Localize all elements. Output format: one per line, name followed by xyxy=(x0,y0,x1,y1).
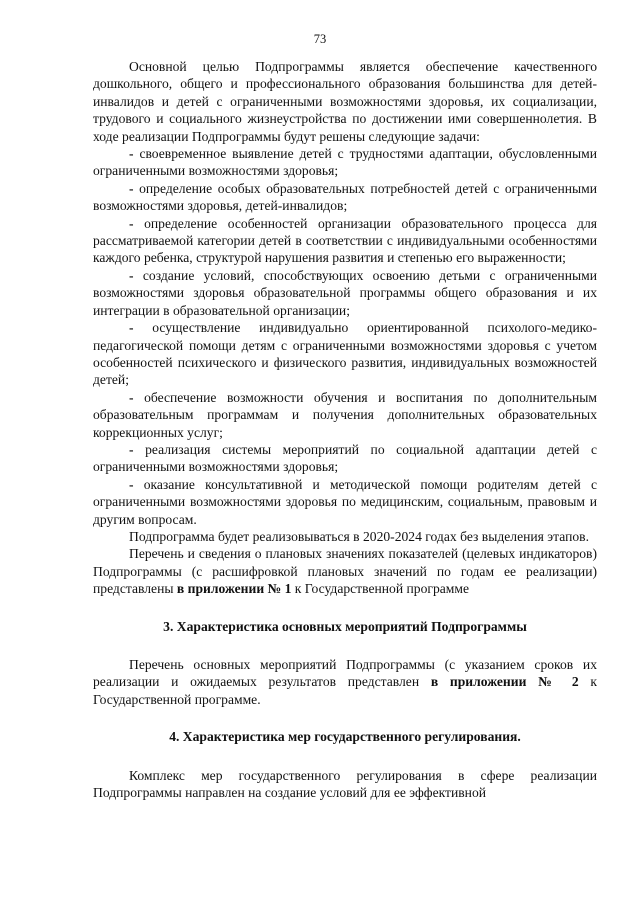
appendix-1-reference: в приложении № 1 xyxy=(176,581,292,597)
list-item-text: обеспечение возможности обучения и воспитания по дополнительным образовательным программам и получения дополнительных образовательных коррекционных услуг; xyxy=(93,389,597,440)
list-dash: - xyxy=(129,389,134,405)
list-item-text: реализация системы мероприятий по социальной адаптации детей с ограниченными возможностями здоровья; xyxy=(93,441,597,475)
page-number: 73 xyxy=(313,32,327,46)
list-item xyxy=(93,441,597,476)
list-item xyxy=(93,476,597,528)
list-item-text: оказание консультативной и методической помощи родителям детей с ограниченными возможностями здоровья по медицинским, социальным, правовым и другим вопросам. xyxy=(93,476,598,527)
document-body xyxy=(93,58,597,801)
section-3-text-end: к Государственной программе. xyxy=(93,674,598,707)
section-4-heading: 4. Характеристика мер государственного регулирования. xyxy=(169,729,521,745)
list-item-text: определение особенностей организации образовательного процесса для рассматриваемой категории детей в соответствии с индивидуальными особенностями каждого ребенка, структурой нарушения развития и степенью его выраженности; xyxy=(93,215,597,266)
list-item-text: создание условий, способствующих освоению детьми с ограниченными возможностями здоровья образовательной программы общего образования и их интеграции в образовательной организации; xyxy=(93,267,597,318)
indicators-paragraph xyxy=(93,545,597,597)
list-dash: - xyxy=(129,215,134,231)
list-item-text: своевременное выявление детей с трудностями адаптации, обусловленными ограниченными возможностями здоровья; xyxy=(93,146,597,179)
list-dash: - xyxy=(129,441,134,457)
intro-paragraph: Основной целью Подпрограммы является обеспечение качественного дошкольного, общего и профессионального образования большинства для детей-инвалидов и детей с ограниченными возможностями здоровья, их социализации, трудового и социального жизнеустройства по достижении ими совершеннолетия. В ходе реализации Подпрограммы будут решены следующие задачи: xyxy=(93,59,597,144)
task-list xyxy=(93,145,597,528)
list-dash: - xyxy=(129,146,134,162)
list-item xyxy=(93,145,597,180)
list-dash: - xyxy=(129,267,134,283)
list-item xyxy=(93,215,597,267)
appendix-2-reference: в приложении № 2 xyxy=(430,674,579,690)
list-item xyxy=(93,319,597,389)
section-4-paragraph: Комплекс мер государственного регулирования в сфере реализации Подпрограммы направлен на создание условий для ее эффективной xyxy=(93,767,597,801)
list-item-text: осуществление индивидуально ориентированной психолого-медико-педагогической помощи детям с ограниченными возможностями здоровья с учетом особенностей психического и физического развития, индивидуальных возможностей детей; xyxy=(93,320,597,388)
section-3-heading: 3. Характеристика основных мероприятий Подпрограммы xyxy=(163,618,527,634)
section-3-text: Перечень основных мероприятий Подпрограммы (с указанием сроков их реализации и ожидаемых результатов представлен xyxy=(93,657,597,690)
list-item xyxy=(93,389,597,441)
list-dash: - xyxy=(129,180,134,196)
list-item xyxy=(93,180,597,215)
indicators-text-end: к Государственной программе xyxy=(291,581,470,597)
list-dash: - xyxy=(129,476,134,492)
list-item-text: определение особых образовательных потребностей детей с ограниченными возможностями здоровья, детей-инвалидов; xyxy=(93,180,597,214)
period-paragraph: Подпрограмма будет реализовываться в 2020-2024 годах без выделения этапов. xyxy=(129,528,589,544)
list-dash: - xyxy=(129,320,134,336)
list-item xyxy=(93,267,597,319)
indicators-text: Перечень и сведения о плановых значениях показателей (целевых индикаторов) Подпрограммы (с расшифровкой плановых значений по годам ее реализации) представлены xyxy=(93,546,597,597)
section-3-paragraph xyxy=(93,656,597,708)
